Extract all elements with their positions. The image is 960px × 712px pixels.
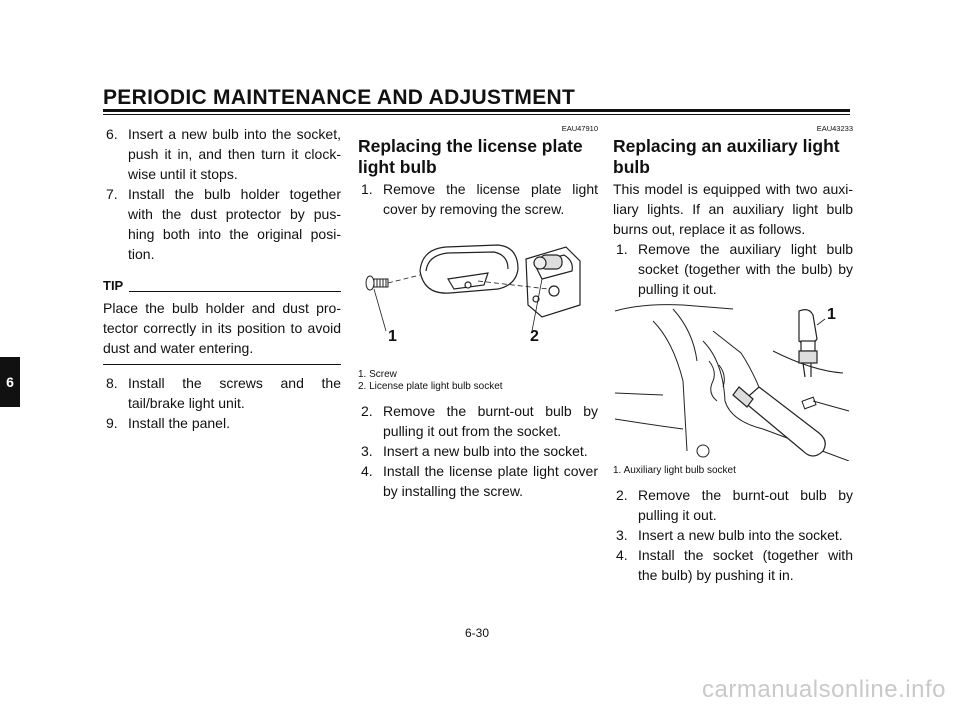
header-rule-thin (103, 114, 850, 115)
caption-1: 1. Auxiliary light bulb socket (613, 465, 736, 476)
step-number: 9. (106, 415, 118, 431)
section-code: EAU47910 (561, 124, 598, 133)
step-number: 8. (106, 375, 118, 391)
step-text: Remove the burnt-out bulb by pulling it out. (638, 487, 853, 523)
step-text: Remove the license plate light cover by removing the screw. (383, 181, 598, 217)
step-number: 1. (616, 241, 628, 257)
auxiliary-light-illustration (613, 301, 853, 461)
section-code: EAU43233 (816, 124, 853, 133)
caption-2: 2. License plate light bulb socket (358, 381, 503, 392)
callout-1: 1 (827, 306, 836, 323)
step-6 (103, 124, 341, 184)
step-text: Install the screws and the tail/brake light unit. (128, 375, 341, 411)
step-number: 6. (106, 126, 118, 142)
step-text: Install the bulb holder together with the dust protector by pus-hing both into the original posi-tion. (128, 186, 341, 262)
step-text: Insert a new bulb into the socket, push it in, and then turn it clock-wise until it stops. (128, 126, 341, 182)
tip-heading (103, 276, 341, 296)
header-rule (103, 109, 850, 112)
tip-text: Place the bulb holder and dust pro-tector correctly in its position to avoid dust and water entering. (103, 298, 341, 365)
step-4 (358, 461, 598, 501)
step-number: 3. (361, 443, 373, 459)
bulb-socket-drawing (799, 310, 817, 377)
page-header-title: PERIODIC MAINTENANCE AND ADJUSTMENT (103, 86, 576, 109)
callout-2: 2 (530, 328, 539, 345)
step-number: 3. (616, 527, 628, 543)
step-number: 4. (616, 547, 628, 563)
step-4 (613, 545, 853, 585)
caption-1: 1. Screw (358, 369, 397, 380)
step-1 (613, 239, 853, 299)
screw-drawing (366, 276, 388, 290)
step-3 (358, 441, 598, 461)
step-number: 7. (106, 186, 118, 202)
step-7 (103, 184, 341, 264)
step-number: 2. (361, 403, 373, 419)
column-1 (103, 124, 341, 433)
step-2 (613, 485, 853, 525)
auxiliary-light-figure (613, 301, 853, 461)
watermark: carmanualsonline.info (702, 676, 946, 703)
step-9 (103, 413, 341, 433)
step-1 (358, 179, 598, 219)
callout-1: 1 (388, 328, 397, 345)
step-2 (358, 401, 598, 441)
step-text: Remove the auxiliary light bulb socket (together with the bulb) by pulling it out. (638, 241, 853, 297)
step-text: Remove the burnt-out bulb by pulling it out from the socket. (383, 403, 598, 439)
figure-captions (358, 369, 598, 393)
license-light-figure (358, 219, 598, 369)
step-3 (613, 525, 853, 545)
page-number: 6-30 (465, 626, 490, 640)
step-text: Install the panel. (128, 415, 230, 431)
lens-cover-drawing (420, 245, 518, 293)
step-number: 4. (361, 463, 373, 479)
section-title: Replacing the license plate light bulb (358, 136, 583, 177)
figure-caption (613, 465, 853, 477)
tip-label: TIP (103, 278, 124, 293)
socket-drawing (526, 247, 580, 317)
step-text: Install the socket (together with the bulb) by pushing it in. (638, 547, 853, 583)
step-8 (103, 373, 341, 413)
step-number: 1. (361, 181, 373, 197)
column-3 (613, 124, 853, 585)
step-text: Insert a new bulb into the socket. (638, 527, 843, 543)
section-title: Replacing an auxiliary light bulb (613, 136, 840, 177)
tip-rule (129, 291, 341, 292)
step-number: 2. (616, 487, 628, 503)
step-text: Install the license plate light cover by installing the screw. (383, 463, 598, 499)
chapter-tab: 6 (0, 357, 20, 407)
column-2 (358, 124, 598, 501)
intro-text: This model is equipped with two auxi-liary lights. If an auxiliary light bulb burns out, replace it as follows. (613, 181, 853, 237)
step-text: Insert a new bulb into the socket. (383, 443, 588, 459)
